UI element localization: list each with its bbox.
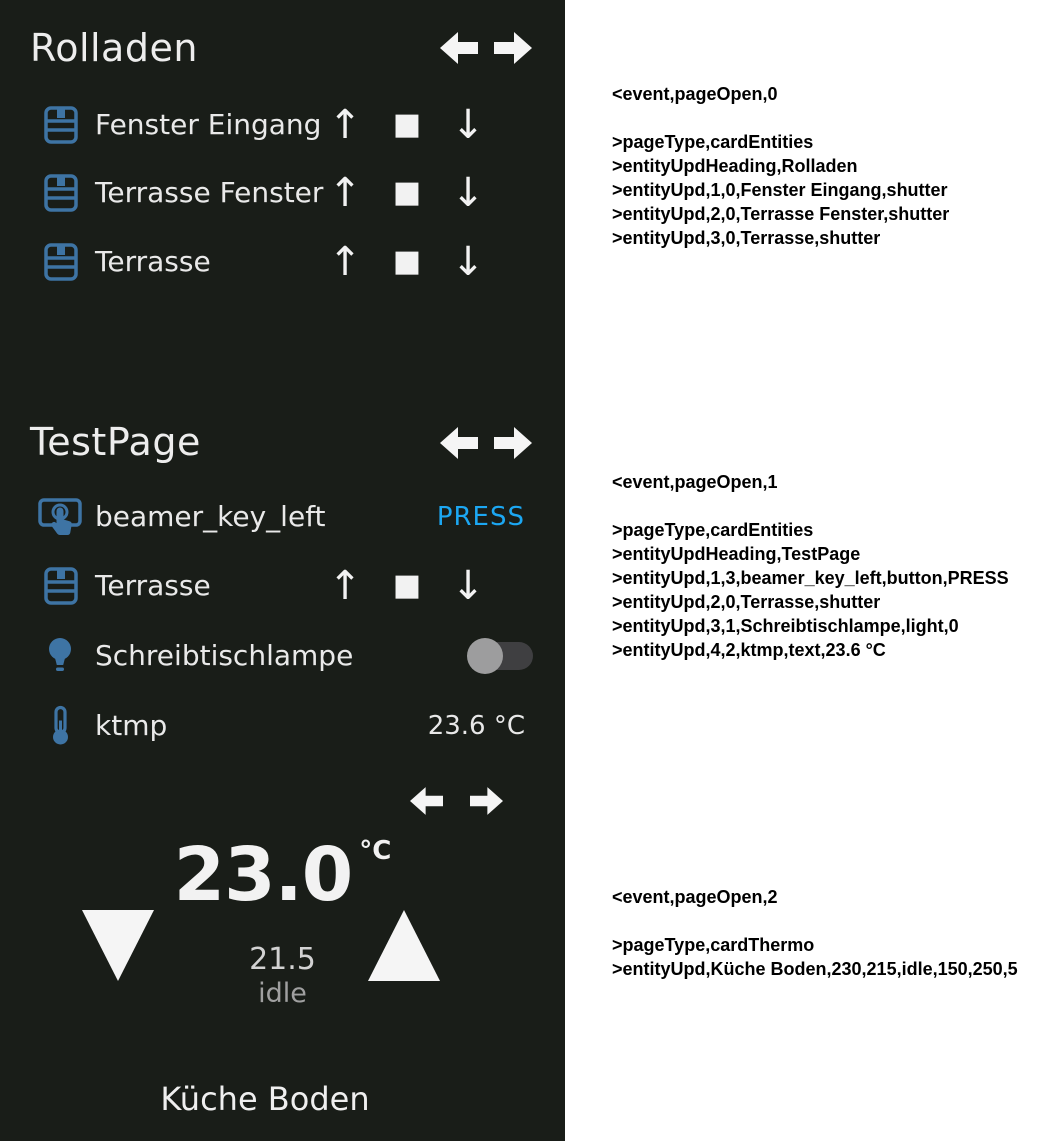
gesture-tap-button-icon — [38, 496, 82, 538]
shutter-stop-button[interactable]: ■ — [392, 107, 422, 142]
thermometer-icon — [50, 706, 72, 747]
window-shutter-icon — [44, 567, 78, 605]
target-temperature: 21.5 — [249, 942, 316, 977]
arrow-left-icon — [440, 31, 478, 65]
entity-label: Terrasse — [95, 569, 211, 602]
window-shutter-icon — [44, 174, 78, 212]
log-line: >entityUpd,3,0,Terrasse,shutter — [612, 228, 881, 248]
shutter-down-button[interactable]: ↓ — [451, 170, 485, 216]
nav-next-button[interactable] — [494, 426, 532, 460]
temperature-unit: °C — [359, 836, 392, 866]
shutter-stop-button[interactable]: ■ — [392, 568, 422, 603]
current-temperature-value: 23.0 — [173, 832, 353, 918]
entity-label: Terrasse Fenster — [95, 176, 324, 209]
entity-row-terrasse — [0, 234, 565, 290]
nav-next-button[interactable] — [470, 786, 503, 816]
serial-log-block-page0 — [612, 82, 949, 250]
arrow-left-icon — [410, 786, 443, 816]
shutter-stop-button[interactable]: ■ — [392, 175, 422, 210]
nav-prev-button[interactable] — [440, 31, 478, 65]
entity-label: Schreibtischlampe — [95, 639, 354, 672]
shutter-up-button[interactable]: ↑ — [328, 563, 362, 609]
shutter-stop-button[interactable]: ■ — [392, 244, 422, 279]
shutter-down-button[interactable]: ↓ — [451, 239, 485, 285]
shutter-down-button[interactable]: ↓ — [451, 563, 485, 609]
temperature-value: 23.6 °C — [427, 711, 525, 741]
log-line: >entityUpd,2,0,Terrasse Fenster,shutter — [612, 204, 950, 224]
log-line: <event,pageOpen,2 — [612, 887, 778, 907]
log-line: >entityUpdHeading,TestPage — [612, 544, 861, 564]
light-toggle-switch[interactable] — [467, 638, 533, 674]
arrow-right-icon — [470, 786, 503, 816]
log-line: >entityUpd,Küche Boden,230,215,idle,150,250,5 — [612, 959, 1018, 979]
log-line: >pageType,cardEntities — [612, 520, 814, 540]
lightbulb-icon — [46, 637, 74, 675]
log-line: >entityUpd,2,0,Terrasse,shutter — [612, 592, 881, 612]
log-line: >pageType,cardThermo — [612, 935, 815, 955]
window-shutter-icon — [44, 243, 78, 281]
shutter-up-button[interactable]: ↑ — [328, 102, 362, 148]
nav-next-button[interactable] — [494, 31, 532, 65]
window-shutter-icon — [44, 106, 78, 144]
shutter-down-button[interactable]: ↓ — [451, 102, 485, 148]
serial-log-block-page2 — [612, 885, 1018, 981]
entity-label: Terrasse — [95, 245, 211, 278]
press-button[interactable]: PRESS — [436, 502, 525, 532]
serial-log-block-page1 — [612, 470, 1009, 662]
page-title: TestPage — [30, 420, 201, 464]
log-line: >pageType,cardEntities — [612, 132, 814, 152]
log-line — [612, 909, 1018, 933]
arrow-right-icon — [494, 426, 532, 460]
log-line: <event,pageOpen,1 — [612, 472, 778, 492]
log-line: >entityUpd,3,1,Schreibtischlampe,light,0 — [612, 616, 959, 636]
log-line — [612, 106, 949, 130]
entity-label: Fenster Eingang — [95, 108, 322, 141]
log-line: >entityUpdHeading,Rolladen — [612, 156, 858, 176]
nav-prev-button[interactable] — [440, 426, 478, 460]
entity-row-terrasse-fenster — [0, 165, 565, 221]
entity-row-beamer-key-left — [0, 489, 565, 545]
entity-label: ktmp — [95, 709, 168, 742]
thermostat-heading: Küche Boden — [160, 1080, 370, 1118]
toggle-thumb — [467, 638, 503, 674]
hvac-state: idle — [258, 978, 307, 1009]
entity-row-schreibtischlampe — [0, 628, 565, 684]
log-line: >entityUpd,4,2,ktmp,text,23.6 °C — [612, 640, 886, 660]
nav-prev-button[interactable] — [410, 786, 443, 816]
entity-row-ktmp — [0, 698, 565, 754]
log-line: >entityUpd,1,3,beamer_key_left,button,PRESS — [612, 568, 1009, 588]
entity-row-fenster-eingang — [0, 97, 565, 153]
current-temperature — [0, 832, 565, 918]
log-line: >entityUpd,1,0,Fenster Eingang,shutter — [612, 180, 948, 200]
entity-row-terrasse — [0, 558, 565, 614]
log-line: <event,pageOpen,0 — [612, 84, 778, 104]
shutter-up-button[interactable]: ↑ — [328, 239, 362, 285]
arrow-left-icon — [440, 426, 478, 460]
shutter-up-button[interactable]: ↑ — [328, 170, 362, 216]
arrow-right-icon — [494, 31, 532, 65]
entity-label: beamer_key_left — [95, 500, 326, 533]
log-line — [612, 494, 1009, 518]
page-title: Rolladen — [30, 26, 198, 70]
